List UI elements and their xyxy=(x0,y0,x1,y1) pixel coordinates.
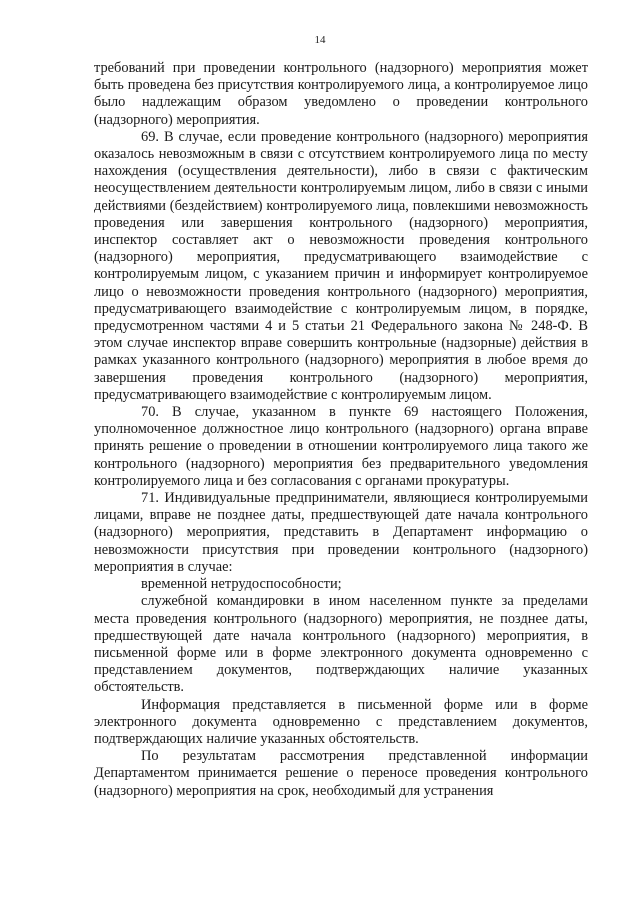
list-item-business-trip: служебной командировки в ином населенном пункте за пределами места проведения контрольного (надзорного) мероприятия, не позднее даты, предшествующей дате начала контрольного (надзорного) мероприятия, в письменной форме или в форме электронного документа одновременно с представлением документов, подтверждающих наличие указанных обстоятельств. xyxy=(94,593,588,696)
paragraph-69: 69. В случае, если проведение контрольного (надзорного) мероприятия оказалось невозможным в связи с отсутствием контролируемого лица по месту нахождения (осуществления деятельности), либо в связи с фактическим неосуществлением деятельности контролируемым лицом, либо в связи с иными действиями (бездействием) контролируемого лица, повлекшими невозможность проведения или завершения контрольного (надзорного) мероприятия, инспектор составляет акт о невозможности проведения контрольного (надзорного) мероприятия, предусматривающего взаимодействие с контролируемым лицом, с указанием причин и информирует контролируемое лицо о невозможности проведения контрольного (надзорного) мероприятия, предусматривающего взаимодействие с контролируемым лицом, в порядке, предусмотренном частями 4 и 5 статьи 21 Федерального закона № 248-Ф. В этом случае инспектор вправе совершить контрольные (надзорные) действия в рамках указанного контрольного (надзорного) мероприятия в любое время до завершения проведения контрольного (надзорного) мероприятия, предусматривающего взаимодействие с контролируемым лицом. xyxy=(94,128,588,403)
document-body xyxy=(94,60,588,800)
paragraph-70: 70. В случае, указанном в пункте 69 настоящего Положения, уполномоченное должностное лицо контрольного (надзорного) органа вправе принять решение о проведении в отношении контролируемого лица такого же контрольного (надзорного) мероприятия без предварительного уведомления контролируемого лица и без согласования с органами прокуратуры. xyxy=(94,404,588,489)
page-number: 14 xyxy=(314,34,326,46)
paragraph-information-submission: Информация представляется в письменной форме или в форме электронного документа одновременно с представлением документов, подтверждающих наличие указанных обстоятельств. xyxy=(94,696,588,747)
paragraph-continuation: требований при проведении контрольного (надзорного) мероприятия может быть проведена без присутствия контролируемого лица, а контролируемое лицо было надлежащим образом уведомлено о проведении контрольного (надзорного) мероприятия. xyxy=(94,60,588,128)
list-item-temporary-disability: временной нетрудоспособности; xyxy=(141,576,342,593)
paragraph-decision-postponement: По результатам рассмотрения представленной информации Департаментом принимается решение о переносе проведения контрольного (надзорного) мероприятия на срок, необходимый для устранения xyxy=(94,748,588,799)
paragraph-71: 71. Индивидуальные предприниматели, являющиеся контролируемыми лицами, вправе не позднее даты, предшествующей дате начала контрольного (надзорного) мероприятия, представить в Департамент информацию о невозможности присутствия при проведении контрольного (надзорного) мероприятия в случае: xyxy=(94,490,588,575)
